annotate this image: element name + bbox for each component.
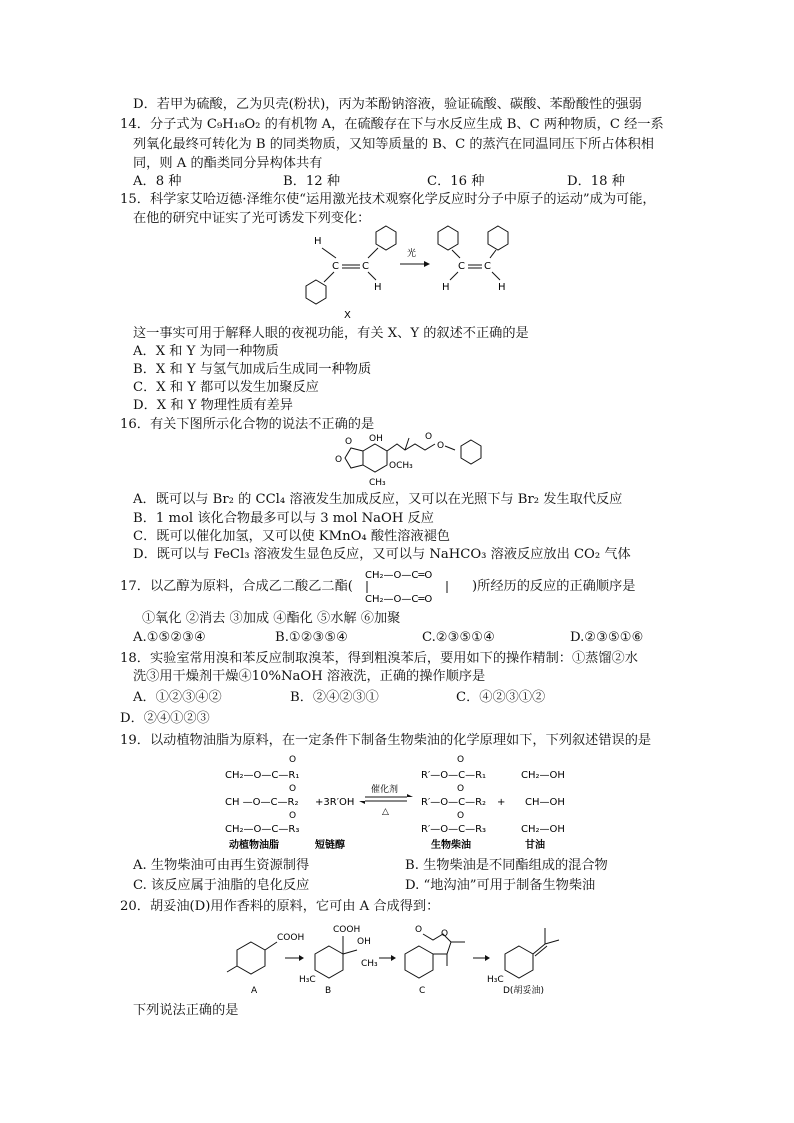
ch3-label: CH₃ bbox=[361, 959, 378, 969]
o-label: O bbox=[335, 455, 343, 465]
q15-reaction-figure bbox=[300, 222, 540, 322]
q19-option-b: B. 生物柴油是不同酯组成的混合物 bbox=[405, 858, 608, 873]
light-label: 光 bbox=[407, 249, 417, 259]
q15-stem-line1: 15．科学家艾哈迈德·泽维尔使“运用激光技术观察化学反应时分子中原子的运动”成为可能， bbox=[120, 192, 656, 207]
benzene-ring bbox=[306, 280, 326, 304]
q14-option-d: D．18 种 bbox=[567, 174, 625, 189]
me-label: CH₃ bbox=[369, 478, 386, 488]
benzene-ring bbox=[363, 444, 387, 472]
o-label: O bbox=[415, 925, 423, 935]
q19-stem: 19．以动植物油脂为原料，在一定条件下制备生物柴油的化学原理如下，下列叙述错误的是 bbox=[120, 733, 652, 748]
glycerol-row-3: CH₂—OH bbox=[521, 824, 565, 835]
cyclohexene-ring bbox=[315, 946, 343, 978]
q17-ester-figure bbox=[365, 566, 473, 606]
q19-reaction-figure bbox=[225, 752, 585, 852]
q15-option-d: D．X 和 Y 物理性质有差异 bbox=[133, 398, 293, 413]
h3c-label: H₃C bbox=[487, 975, 504, 985]
cyclohexene-ring bbox=[237, 942, 265, 974]
benzene-ring bbox=[461, 440, 481, 464]
q15-option-c: C．X 和 Y 都可以发生加聚反应 bbox=[133, 380, 319, 395]
heat-label: △ bbox=[382, 807, 389, 817]
h3c-label: H₃C bbox=[299, 975, 316, 985]
h-label: H bbox=[498, 282, 506, 293]
q18-option-b: B．②④②③① bbox=[290, 690, 379, 705]
carbonyl-o: O bbox=[289, 784, 297, 794]
ester-row: CH₂—O—C═O bbox=[365, 594, 433, 605]
q19-option-a: A. 生物柴油可由再生资源制得 bbox=[133, 858, 310, 873]
carbonyl-o: O bbox=[457, 755, 465, 765]
h-label: H bbox=[374, 282, 382, 293]
q13-option-d: D．若甲为硫酸，乙为贝壳(粉状)，丙为苯酚钠溶液，验证硫酸、碳酸、苯酚酸性的强弱 bbox=[133, 97, 642, 112]
q16-option-b: B．1 mol 该化合物最多可以与 3 mol NaOH 反应 bbox=[133, 511, 434, 526]
label-b: B bbox=[325, 986, 332, 996]
c-label: C bbox=[332, 261, 339, 272]
q14-stem-line1: 14．分子式为 C₉H₁₈O₂ 的有机物 A，在硫酸存在下与水反应生成 B、C 两种物质，C 经一系 bbox=[120, 117, 664, 132]
ome-label: OCH₃ bbox=[389, 461, 413, 471]
benzene-ring bbox=[438, 226, 458, 250]
q15-stem-line2: 在他的研究中证实了光可诱发下列变化： bbox=[133, 211, 371, 226]
q19-option-d: D. “地沟油”可用于制备生物柴油 bbox=[405, 878, 596, 893]
q17-steps: ①氧化 ②消去 ③加成 ④酯化 ⑤水解 ⑥加聚 bbox=[142, 611, 401, 626]
q20-synthesis-figure bbox=[215, 920, 605, 1000]
label-d: D(胡妥油) bbox=[503, 986, 544, 996]
label-glycerol: 甘油 bbox=[525, 840, 545, 851]
q18-option-d: D．②④①②③ bbox=[120, 711, 210, 726]
label-alcohol: 短链醇 bbox=[315, 840, 345, 851]
benzene-ring bbox=[376, 226, 396, 250]
oh-label: OH bbox=[357, 937, 371, 947]
fat-row-2: CH —O—C—R₂ bbox=[225, 797, 299, 808]
ester-row: CH₂—O—C═O bbox=[365, 570, 433, 581]
label-a: A bbox=[251, 986, 258, 996]
plus-sign: + bbox=[497, 797, 506, 808]
q14-option-a: A．8 种 bbox=[133, 174, 182, 189]
q17-option-c: C.②③⑤①④ bbox=[422, 630, 495, 645]
q17-stem-part2: )所经历的反应的正确顺序是 bbox=[472, 579, 636, 594]
glycerol-row-1: CH₂—OH bbox=[521, 770, 565, 781]
q17-option-d: D.②③⑤①⑥ bbox=[570, 630, 644, 645]
ester-row-3: R′—O—C—R₃ bbox=[421, 824, 487, 835]
q19-option-c: C. 该反应属于油脂的皂化反应 bbox=[133, 878, 310, 893]
q16-compound-figure bbox=[325, 432, 495, 488]
o-label: O bbox=[437, 441, 445, 451]
h-label: H bbox=[442, 282, 450, 293]
q14-option-b: B．12 种 bbox=[283, 174, 341, 189]
catalyst-label: 催化剂 bbox=[371, 785, 399, 795]
o-label: O bbox=[441, 929, 449, 939]
q18-option-a: A．①②③④② bbox=[133, 690, 222, 705]
q18-stem-line1: 18．实验室常用溴和苯反应制取溴苯，得到粗溴苯后，要用如下的操作精制：①蒸馏②水 bbox=[120, 651, 638, 666]
label-fat: 动植物油脂 bbox=[229, 840, 279, 851]
q14-option-c: C．16 种 bbox=[427, 174, 485, 189]
cyclohexene-ring bbox=[405, 946, 433, 978]
q20-question: 下列说法正确的是 bbox=[133, 1003, 239, 1018]
q14-stem-line2: 列氧化最终可转化为 B 的同类物质，又知等质量的 B、C 的蒸汽在同温同压下所占体积相 bbox=[133, 137, 654, 152]
label-biodiesel: 生物柴油 bbox=[431, 840, 471, 851]
benzene-ring bbox=[488, 226, 508, 250]
ester-row-1: R′—O—C—R₁ bbox=[421, 770, 487, 781]
q17-option-a: A.①⑤②③④ bbox=[133, 630, 206, 645]
fat-row-1: CH₂—O—C—R₁ bbox=[225, 770, 300, 781]
fat-row-3: CH₂—O—C—R₃ bbox=[225, 824, 300, 835]
q16-option-c: C．既可以催化加氢，又可以使 KMnO₄ 酸性溶液褪色 bbox=[133, 529, 450, 544]
c-label: C bbox=[362, 261, 369, 272]
o-label: O bbox=[425, 432, 433, 442]
carbonyl-o: O bbox=[289, 755, 297, 765]
c-label: C bbox=[484, 261, 491, 272]
ester-row-2: R′—O—C—R₂ bbox=[421, 797, 487, 808]
q16-option-a: A．既可以与 Br₂ 的 CCl₄ 溶液发生加成反应，又可以在光照下与 Br₂ 发生取代反应 bbox=[133, 492, 623, 507]
oh-label: OH bbox=[369, 434, 383, 444]
q15-option-a: A．X 和 Y 为同一种物质 bbox=[133, 344, 279, 359]
q14-stem-line3: 同，则 A 的酯类同分异构体共有 bbox=[133, 156, 323, 171]
q15-stem-line3: 这一事实可用于解释人眼的夜视功能，有关 X、Y 的叙述不正确的是 bbox=[133, 326, 529, 341]
carbonyl-o: O bbox=[457, 811, 465, 821]
q20-stem: 20．胡妥油(D)用作香料的原料，它可由 A 合成得到： bbox=[120, 899, 440, 914]
label-c: C bbox=[419, 986, 426, 996]
glycerol-row-2: CH—OH bbox=[525, 797, 565, 808]
carbonyl-o: O bbox=[289, 811, 297, 821]
cooh-label: COOH bbox=[333, 925, 361, 935]
carbonyl-o: O bbox=[457, 784, 465, 794]
q18-stem-line2: 洗③用干燥剂干燥④10%NaOH 溶液洗，正确的操作顺序是 bbox=[133, 669, 486, 684]
q16-option-d: D．既可以与 FeCl₃ 溶液发生显色反应，又可以与 NaHCO₃ 溶液反应放出 CO₂ 气体 bbox=[133, 547, 631, 562]
x-label: X bbox=[344, 310, 351, 321]
c-label: C bbox=[458, 261, 465, 272]
q15-option-b: B．X 和 Y 与氢气加成后生成同一种物质 bbox=[133, 362, 372, 377]
h-label: H bbox=[314, 236, 322, 247]
o-label: O bbox=[345, 437, 353, 447]
q16-stem: 16．有关下图所示化合物的说法不正确的是 bbox=[120, 417, 375, 432]
alcohol: +3R′OH bbox=[315, 797, 355, 808]
cooh-label: COOH bbox=[277, 933, 305, 943]
q17-stem-part1: 17．以乙醇为原料，合成乙二酸乙二酯( bbox=[120, 579, 353, 594]
cyclohexene-ring bbox=[505, 946, 533, 978]
q18-option-c: C．④②③①② bbox=[456, 690, 546, 705]
q17-option-b: B.①②③⑤④ bbox=[275, 630, 348, 645]
